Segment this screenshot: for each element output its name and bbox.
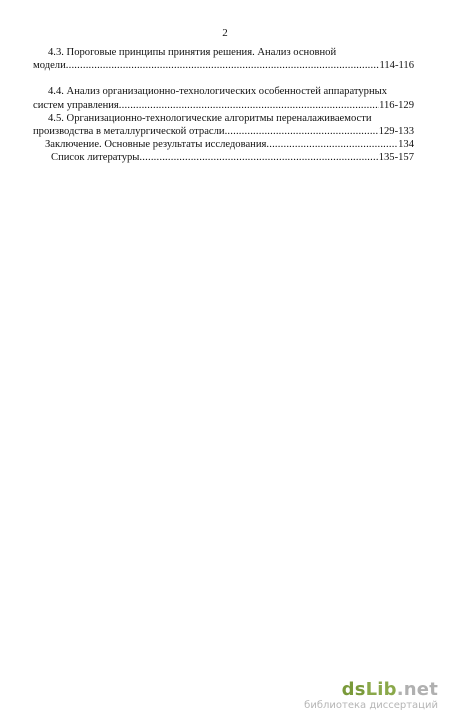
watermark	[304, 680, 438, 712]
toc-entry-conclusion[interactable]	[33, 138, 414, 151]
toc-entry-title: Список литературы	[51, 152, 140, 164]
toc-entry-title: Заключение. Основные результаты исследования	[45, 139, 267, 151]
toc-entry-pages: 134	[398, 139, 414, 151]
page-number: 2	[222, 27, 228, 39]
dot-leader	[119, 99, 379, 112]
toc-entry-pages: 116-129	[379, 99, 414, 111]
dot-leader	[225, 125, 379, 138]
watermark-logo-lib: Lib	[365, 679, 397, 700]
watermark-logo-ds: ds	[341, 679, 366, 700]
toc-entry-pages: 135-157	[378, 152, 414, 164]
toc-entry-title-continued: производства в металлургической отрасли	[33, 126, 225, 138]
toc-entry-title: 4.5. Организационно-технологические алгоритмы переналаживаемости	[48, 112, 372, 124]
watermark-logo	[304, 680, 438, 700]
toc-entry-4-3[interactable]	[33, 46, 414, 72]
watermark-logo-net: .net	[396, 679, 438, 700]
dot-leader	[266, 138, 398, 151]
toc-entry-title-continued: модели	[33, 60, 66, 72]
watermark-subtitle: библиотека диссертаций	[304, 700, 438, 711]
toc-entry-4-4[interactable]	[33, 85, 414, 111]
toc-entry-pages: 129-133	[378, 126, 414, 138]
toc-entry-pages: 114-116	[379, 60, 414, 72]
toc-entry-title-continued: систем управления	[33, 99, 119, 111]
toc-entry-references[interactable]	[33, 151, 414, 164]
table-of-contents	[33, 46, 414, 165]
toc-entry-4-5[interactable]	[33, 112, 414, 138]
toc-entry-title: 4.3. Пороговые принципы принятия решения. Анализ основной	[48, 47, 337, 58]
toc-entry-title: 4.4. Анализ организационно-технологических особенностей аппаратурных	[48, 86, 388, 98]
dot-leader	[66, 59, 380, 72]
dot-leader	[139, 151, 378, 164]
